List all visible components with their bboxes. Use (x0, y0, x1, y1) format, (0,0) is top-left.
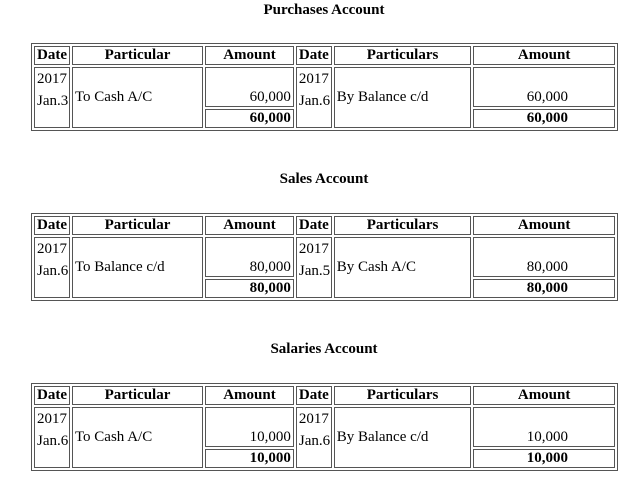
header-date: Date (34, 216, 70, 235)
debit-amount: 80,000 (205, 237, 294, 277)
credit-particular: By Balance c/d (334, 67, 471, 128)
ledger-table (31, 383, 618, 471)
header-amount: Amount (205, 46, 294, 65)
debit-year: 2017 (37, 241, 67, 257)
debit-date: Jan.6 (37, 263, 69, 279)
header-row (34, 216, 615, 235)
credit-year: 2017 (298, 241, 329, 257)
debit-year: 2017 (37, 71, 67, 87)
debit-date-cell (34, 237, 70, 298)
credit-amount: 10,000 (473, 407, 615, 447)
credit-total: 80,000 (473, 279, 615, 298)
credit-date: Jan.6 (298, 93, 331, 109)
header-date: Date (34, 46, 70, 65)
credit-amount: 60,000 (473, 67, 615, 107)
header-particular: Particular (72, 216, 203, 235)
credit-amount: 80,000 (473, 237, 615, 277)
header-amount: Amount (473, 386, 615, 405)
header-particular: Particular (72, 386, 203, 405)
credit-total: 60,000 (473, 109, 615, 128)
debit-year: 2017 (37, 411, 67, 427)
debit-total: 80,000 (205, 279, 294, 298)
credit-date-cell (296, 67, 332, 128)
entry-row (34, 237, 615, 277)
header-particulars: Particulars (334, 216, 471, 235)
credit-particular: By Balance c/d (334, 407, 471, 468)
ledger-table (31, 213, 618, 301)
header-date: Date (296, 216, 332, 235)
debit-date: Jan.3 (37, 93, 69, 109)
debit-particular: To Cash A/C (72, 67, 203, 128)
debit-amount: 10,000 (205, 407, 294, 447)
account-title: Sales Account (279, 171, 369, 187)
debit-amount: 60,000 (205, 67, 294, 107)
credit-particular: By Cash A/C (334, 237, 471, 298)
header-row (34, 386, 615, 405)
credit-date-cell (296, 407, 332, 468)
credit-year: 2017 (298, 411, 329, 427)
header-amount: Amount (473, 46, 615, 65)
debit-date-cell (34, 67, 70, 128)
header-amount: Amount (473, 216, 615, 235)
entry-row (34, 67, 615, 107)
header-date: Date (296, 386, 332, 405)
debit-total: 10,000 (205, 449, 294, 468)
header-particulars: Particulars (334, 46, 471, 65)
credit-date: Jan.6 (298, 433, 331, 449)
credit-date: Jan.5 (298, 263, 331, 279)
credit-date-cell (296, 237, 332, 298)
header-particular: Particular (72, 46, 203, 65)
header-particulars: Particulars (334, 386, 471, 405)
credit-year: 2017 (298, 71, 329, 87)
entry-row (34, 407, 615, 447)
header-row (34, 46, 615, 65)
debit-total: 60,000 (205, 109, 294, 128)
debit-particular: To Cash A/C (72, 407, 203, 468)
debit-date: Jan.6 (37, 433, 69, 449)
header-amount: Amount (205, 216, 294, 235)
header-date: Date (296, 46, 332, 65)
credit-total: 10,000 (473, 449, 615, 468)
debit-particular: To Balance c/d (72, 237, 203, 298)
debit-date-cell (34, 407, 70, 468)
ledger-table (31, 43, 618, 131)
account-title: Purchases Account (263, 2, 385, 18)
header-amount: Amount (205, 386, 294, 405)
header-date: Date (34, 386, 70, 405)
account-title: Salaries Account (270, 341, 378, 357)
